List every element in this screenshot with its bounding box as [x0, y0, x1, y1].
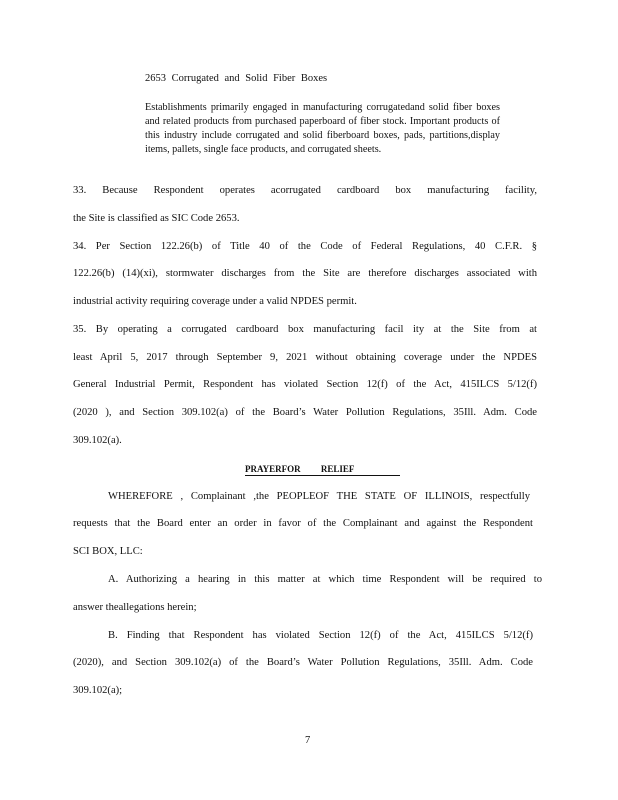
- sic-code-description: Establishments primarily engaged in manufacturing corrugatedand solid fiber boxes and related products from purchased paperboard of fiber stock. Important products of this industry include corrugated and solid fiberboard boxes, pads, partitions,display items, pallets, single face products, and corrugated sheets.: [145, 102, 500, 155]
- wherefore-line-2: requests that the Board enter an order in favor of the Complainant and against the Respondent: [73, 518, 533, 529]
- wherefore-line-1: WHEREFORE , Complainant ,the PEOPLEOF THE STATE OF ILLINOIS, respectfully: [108, 491, 530, 502]
- item-b-line-2: (2020), and Section 309.102(a) of the Board’s Water Pollution Regulations, 35Ill. Adm. Code: [73, 657, 533, 668]
- paragraph-35-line-2: least April 5, 2017 through September 9, 2021 without obtaining coverage under the NPDES: [73, 352, 537, 363]
- wherefore-line-3: SCI BOX, LLC:: [73, 546, 143, 557]
- item-a-line-2: answer theallegations herein;: [73, 602, 197, 613]
- item-b-line-1: B. Finding that Respondent has violated Section 12(f) of the Act, 415ILCS 5/12(f): [108, 630, 533, 641]
- paragraph-34-line-3: industrial activity requiring coverage under a valid NPDES permit.: [73, 296, 357, 307]
- paragraph-34-line-2: 122.26(b) (14)(xi), stormwater discharges from the Site are therefore discharges associated with: [73, 268, 537, 279]
- item-a-line-1: A. Authorizing a hearing in this matter at which time Respondent will be required to: [108, 574, 542, 585]
- prayer-for-relief-heading: PRAYERFOR RELIEF: [245, 464, 400, 476]
- paragraph-35-line-1: 35. By operating a corrugated cardboard box manufacturing facil ity at the Site from at: [73, 324, 537, 335]
- paragraph-33-line-2: the Site is classified as SIC Code 2653.: [73, 213, 240, 224]
- paragraph-35-line-5: 309.102(a).: [73, 435, 122, 446]
- paragraph-35-line-4: (2020 ), and Section 309.102(a) of the Board’s Water Pollution Regulations, 35Ill. Adm. Code: [73, 407, 537, 418]
- paragraph-33-line-1: 33. Because Respondent operates acorrugated cardboard box manufacturing facility,: [73, 185, 537, 196]
- sic-code-title: 2653 Corrugated and Solid Fiber Boxes: [145, 73, 328, 84]
- page-number: 7: [305, 735, 311, 746]
- paragraph-34-line-1: 34. Per Section 122.26(b) of Title 40 of the Code of Federal Regulations, 40 C.F.R. §: [73, 241, 537, 252]
- paragraph-35-line-3: General Industrial Permit, Respondent has violated Section 12(f) of the Act, 415ILCS 5/12(f): [73, 379, 537, 390]
- item-b-line-3: 309.102(a);: [73, 685, 123, 696]
